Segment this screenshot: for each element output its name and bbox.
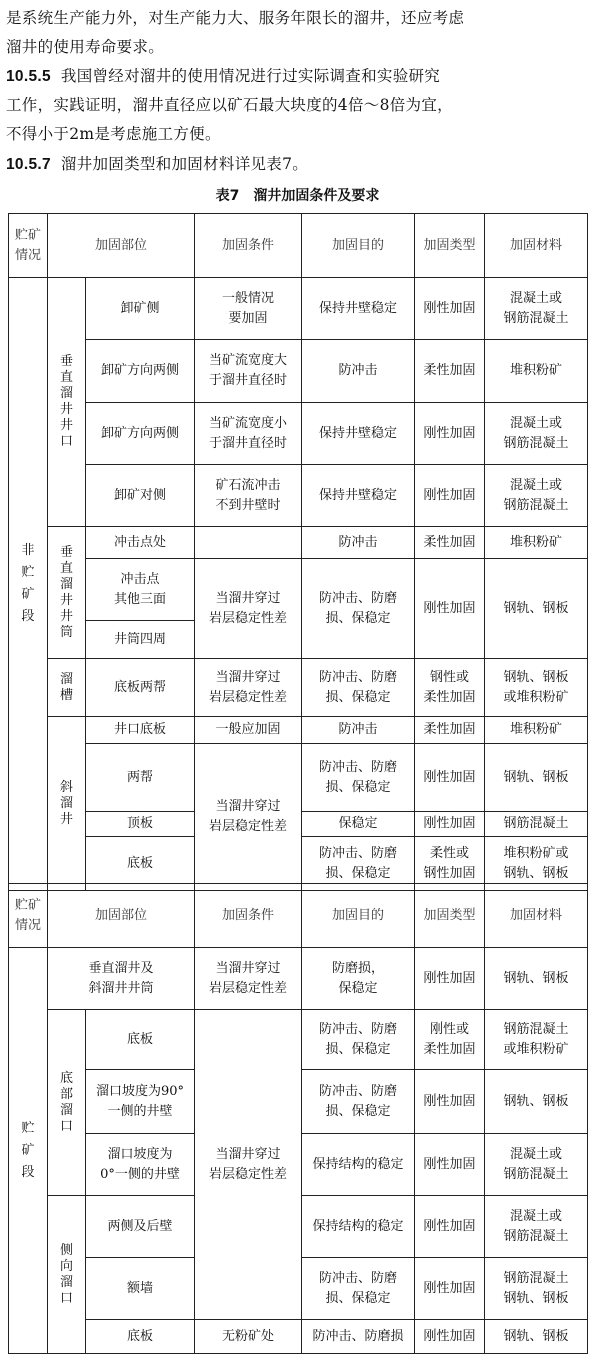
group-label: 侧 向 溜 口 [48, 1196, 86, 1354]
table-row [9, 403, 588, 465]
cell-material: 混凝土或 钢筋混凝土 [485, 1196, 588, 1258]
cell-part: 底板两帮 [86, 659, 195, 717]
cell-part: 底板 [86, 1320, 195, 1354]
cell-condition: 当溜井穿过 岩层稳定性差 [195, 559, 302, 659]
cell-part: 底板 [86, 837, 195, 891]
cell-part: 垂直溜井及 斜溜井井筒 [48, 948, 195, 1010]
cell-material: 钢轨、钢板 [485, 744, 588, 812]
header-cell-situation: 贮矿情况 [9, 884, 48, 948]
table-row [9, 948, 588, 1010]
cell-part: 卸矿对侧 [86, 465, 195, 527]
cell-part: 两帮 [86, 744, 195, 812]
cell-type: 刚性或 柔性加固 [415, 1010, 485, 1070]
section-label-non-storage: 非 贮 矿 段 [9, 278, 48, 891]
cell-type: 柔性或 钢性加固 [415, 837, 485, 891]
text-line: 工作，实践证明，溜井直径应以矿石最大块度的4倍～8倍为宜， [6, 96, 453, 114]
cell-type: 刚性加固 [415, 1196, 485, 1258]
cell-purpose: 防冲击、防磨 损、保稳定 [302, 1070, 415, 1134]
cell-material: 混凝土或 钢筋混凝土 [485, 278, 588, 340]
cell-material: 堆积粉矿 [485, 340, 588, 403]
table-row [9, 340, 588, 403]
table-header-row [9, 214, 588, 278]
section-label-storage: 贮 矿 段 [9, 948, 48, 1354]
cell-condition: 一般情况 要加固 [195, 278, 302, 340]
cell-purpose: 防冲击、防磨损 [302, 1320, 415, 1354]
header-cell-part: 加固部位 [48, 214, 195, 278]
cell-material: 钢轨、钢板 [485, 1320, 588, 1354]
table-number: 表7 [215, 188, 240, 204]
table-row [9, 659, 588, 717]
cell-purpose: 防冲击、防磨 损、保稳定 [302, 744, 415, 812]
cell-condition: 当矿流宽度大 于溜井直径时 [195, 340, 302, 403]
cell-part: 溜口坡度为90° 一侧的井壁 [86, 1070, 195, 1134]
cell-condition: 无粉矿处 [195, 1320, 302, 1354]
group-label: 垂 直 溜 井 井 口 [48, 278, 86, 527]
cell-condition [195, 527, 302, 559]
cell-material: 堆积粉矿 [485, 717, 588, 744]
cell-condition: 当溜井穿过 岩层稳定性差 [195, 744, 302, 891]
cell-material: 混凝土或 钢筋混凝土 [485, 403, 588, 465]
cell-part: 冲击点 其他三面 [86, 559, 195, 621]
text-line: 溜井的使用寿命要求。 [6, 38, 165, 56]
table-row [9, 559, 588, 621]
cell-type: 柔性加固 [415, 340, 485, 403]
table-row [9, 1010, 588, 1070]
cell-condition: 当矿流宽度小 于溜井直径时 [195, 403, 302, 465]
cell-material: 堆积粉矿或 钢轨、钢板 [485, 837, 588, 891]
group-label: 底 部 溜 口 [48, 1010, 86, 1196]
table-row [9, 717, 588, 744]
cell-part: 卸矿侧 [86, 278, 195, 340]
cell-type: 刚性加固 [415, 812, 485, 837]
cell-part: 底板 [86, 1010, 195, 1070]
cell-purpose: 保持井壁稳定 [302, 403, 415, 465]
table-caption [0, 185, 595, 205]
cell-part: 两侧及后壁 [86, 1196, 195, 1258]
cell-type: 柔性加固 [415, 717, 485, 744]
cell-condition: 当溜井穿过 岩层稳定性差 [195, 1010, 302, 1320]
cell-type: 刚性加固 [415, 278, 485, 340]
cell-part: 卸矿方向两侧 [86, 403, 195, 465]
cell-type: 刚性加固 [415, 1070, 485, 1134]
cell-purpose: 防冲击 [302, 340, 415, 403]
cell-purpose: 防冲击、防磨 损、保稳定 [302, 659, 415, 717]
header-cell-condition: 加固条件 [195, 884, 302, 948]
cell-type: 刚性加固 [415, 1134, 485, 1196]
text-line: 是系统生产能力外，对生产能力大、服务年限长的溜井，还应考虑 [6, 9, 465, 27]
text-line: 我国曾经对溜井的使用情况进行过实际调查和实验研究 [60, 67, 441, 85]
cell-material: 钢筋混凝土 钢轨、钢板 [485, 1258, 588, 1320]
clause-10-5-7 [6, 150, 589, 179]
header-cell-part: 加固部位 [48, 884, 195, 948]
clause-10-5-5 [6, 62, 589, 149]
table-row [9, 278, 588, 340]
cell-purpose: 防冲击、防磨 损、保稳定 [302, 1010, 415, 1070]
group-label: 溜 槽 [48, 659, 86, 717]
header-cell-material: 加固材料 [485, 214, 588, 278]
header-cell-purpose: 加固目的 [302, 884, 415, 948]
text-line: 不得小于2m是考虑施工方便。 [6, 125, 221, 143]
header-cell-type: 加固类型 [415, 214, 485, 278]
group-label: 斜 溜 井 [48, 717, 86, 891]
cell-part: 卸矿方向两侧 [86, 340, 195, 403]
cell-purpose: 保持结构的稳定 [302, 1196, 415, 1258]
cell-material: 钢筋混凝土 [485, 812, 588, 837]
cell-purpose: 防冲击 [302, 527, 415, 559]
cell-purpose: 保持结构的稳定 [302, 1134, 415, 1196]
table-storage-section [8, 883, 588, 1354]
cell-condition: 一般应加固 [195, 717, 302, 744]
cell-material: 堆积粉矿 [485, 527, 588, 559]
cell-material: 混凝土或 钢筋混凝土 [485, 1134, 588, 1196]
table-row [9, 1320, 588, 1354]
cell-type: 刚性加固 [415, 403, 485, 465]
cell-part: 溜口坡度为 0°一侧的井壁 [86, 1134, 195, 1196]
text-line: 溜井加固类型和加固材料详见表7。 [60, 155, 309, 173]
cell-type: 刚性加固 [415, 948, 485, 1010]
cell-type: 刚性加固 [415, 1320, 485, 1354]
cell-part: 冲击点处 [86, 527, 195, 559]
cell-material: 钢轨、钢板 [485, 948, 588, 1010]
clause-number: 10.5.5 [6, 68, 51, 85]
table-title: 溜井加固条件及要求 [253, 188, 380, 204]
cell-purpose: 防磨损， 保稳定 [302, 948, 415, 1010]
cell-purpose: 保稳定 [302, 812, 415, 837]
cell-purpose: 防冲击、防磨 损、保稳定 [302, 837, 415, 891]
table-row [9, 527, 588, 559]
cell-part: 井口底板 [86, 717, 195, 744]
cell-material: 钢轨、钢板 [485, 559, 588, 659]
cell-part: 顶板 [86, 812, 195, 837]
paragraph-intro [6, 4, 589, 62]
cell-type: 刚性加固 [415, 744, 485, 812]
group-label: 垂 直 溜 井 井 筒 [48, 527, 86, 659]
header-cell-situation: 贮矿情况 [9, 214, 48, 278]
table-row [9, 465, 588, 527]
cell-purpose: 保持井壁稳定 [302, 278, 415, 340]
header-cell-purpose: 加固目的 [302, 214, 415, 278]
cell-purpose: 保持井壁稳定 [302, 465, 415, 527]
cell-part: 井筒四周 [86, 621, 195, 659]
cell-material: 钢轨、钢板 或堆积粉矿 [485, 659, 588, 717]
cell-condition: 当溜井穿过 岩层稳定性差 [195, 659, 302, 717]
header-cell-type: 加固类型 [415, 884, 485, 948]
cell-part: 额墙 [86, 1258, 195, 1320]
cell-purpose: 防冲击、防磨 损、保稳定 [302, 559, 415, 659]
cell-type: 柔性加固 [415, 527, 485, 559]
header-cell-condition: 加固条件 [195, 214, 302, 278]
cell-material: 混凝土或 钢筋混凝土 [485, 465, 588, 527]
table-header-row [9, 884, 588, 948]
header-cell-material: 加固材料 [485, 884, 588, 948]
cell-material: 钢轨、钢板 [485, 1070, 588, 1134]
clause-number: 10.5.7 [6, 156, 51, 173]
cell-type: 刚性加固 [415, 465, 485, 527]
cell-type: 钢性或 柔性加固 [415, 659, 485, 717]
table-row [9, 744, 588, 812]
cell-material: 钢筋混凝土 或堆积粉矿 [485, 1010, 588, 1070]
cell-purpose: 防冲击、防磨 损、保稳定 [302, 1258, 415, 1320]
cell-type: 刚性加固 [415, 559, 485, 659]
cell-condition: 矿石流冲击 不到井壁时 [195, 465, 302, 527]
cell-condition: 当溜井穿过 岩层稳定性差 [195, 948, 302, 1010]
cell-purpose: 防冲击 [302, 717, 415, 744]
cell-type: 刚性加固 [415, 1258, 485, 1320]
table-non-storage-section [8, 213, 588, 891]
